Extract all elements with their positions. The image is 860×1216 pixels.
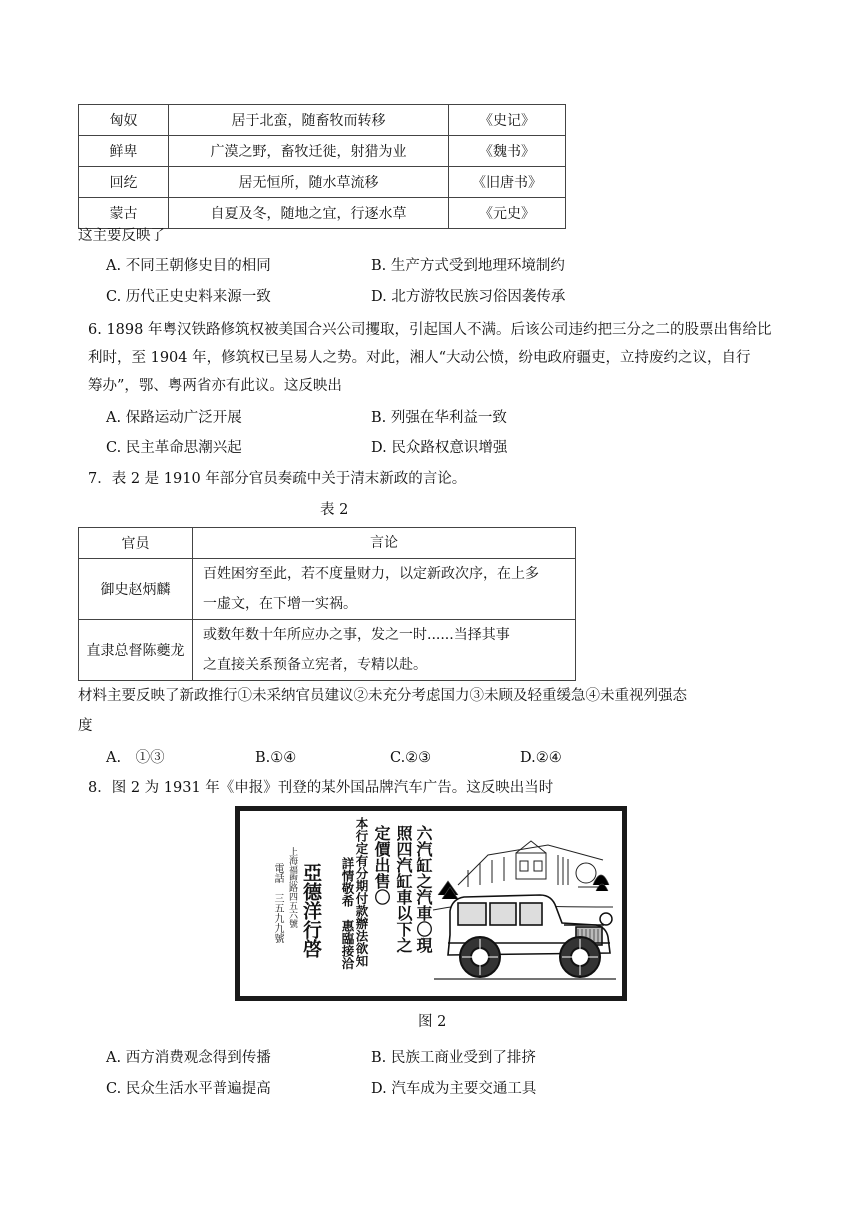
remark-line: 或数年数十年所应办之事，发之一时......当择其事 (203, 627, 510, 643)
q6-stem-line2: 利时，至 1904 年，修筑权已呈易人之势。对此，湘人“大动公愤，纷电政府疆吏，立持废约之议，自行 (88, 350, 751, 366)
table-row (79, 198, 566, 229)
table-row (79, 136, 566, 167)
table-header-row (79, 528, 576, 559)
q7-option-c: C.②③ (390, 750, 432, 766)
table-cell: 直隶总督陈夔龙 (79, 620, 193, 681)
vintage-car-illustration (428, 815, 620, 995)
q5-option-d: D. 北方游牧民族习俗因袭传承 (371, 289, 566, 305)
table-row (79, 620, 576, 681)
q7-option-d: D.②④ (520, 750, 562, 766)
table-cell: 《旧唐书》 (449, 167, 566, 198)
table-row (79, 167, 566, 198)
q8-stem: 8．图 2 为 1931 年《申报》刊登的某外国品牌汽车广告。这反映出当时 (88, 780, 554, 796)
q6-option-d: D. 民众路权意识增强 (371, 440, 508, 456)
remark-line: 之直接关系预备立宪者，专精以赴。 (203, 657, 427, 673)
q8-option-a: A. 西方消费观念得到传播 (106, 1050, 271, 1066)
table-cell: 回纥 (79, 167, 169, 198)
table-cell: 居于北蛮，随畜牧而转移 (169, 105, 449, 136)
q6-stem-line3: 筹办”，鄂、粤两省亦有此议。这反映出 (88, 378, 342, 394)
table-cell: 自夏及冬，随地之宜，行逐水草 (169, 198, 449, 229)
table-row (79, 559, 576, 620)
q7-option-b: B.①④ (255, 750, 297, 766)
q7-material-line1: 材料主要反映了新政推行①未采纳官员建议②未充分考虑国力③未顾及轻重缓急④未重视列强态 (78, 688, 687, 704)
ad-address: 上海福煦路四五六號 (287, 847, 297, 928)
table2-caption: 表 2 (320, 502, 349, 518)
table-cell: 蒙古 (79, 198, 169, 229)
q5-option-a: A. 不同王朝修史目的相同 (106, 258, 271, 274)
q5-option-c: C. 历代正史史料来源一致 (106, 289, 271, 305)
officials-remarks-table (78, 527, 576, 681)
q7-option-a: A. ①③ (106, 750, 165, 766)
remark-line: 一虚文，在下增一实祸。 (203, 596, 357, 612)
ad-phone: 電話 三五九九號 (272, 863, 283, 943)
nomad-records-table (78, 104, 566, 229)
table-cell: 居无恒所，随水草流移 (169, 167, 449, 198)
q6-option-c: C. 民主革命思潮兴起 (106, 440, 242, 456)
ad-col2: 照四汽缸車以下之 (394, 825, 413, 953)
q8-option-d: D. 汽车成为主要交通工具 (371, 1081, 537, 1097)
q8-option-b: B. 民族工商业受到了排挤 (371, 1050, 536, 1066)
q5-stem: 这主要反映了 (78, 228, 165, 244)
table-cell: 《元史》 (449, 198, 566, 229)
ad-company: 亞德洋行啓 (300, 863, 322, 958)
table-header: 官员 (79, 528, 193, 559)
q7-stem: 7．表 2 是 1910 年部分官员奏疏中关于清末新政的言论。 (88, 471, 467, 487)
table-cell: 《史记》 (449, 105, 566, 136)
table-cell (193, 559, 576, 620)
q6-option-b: B. 列强在华利益一致 (371, 410, 507, 426)
figure2-caption: 图 2 (418, 1014, 447, 1030)
table-cell: 《魏书》 (449, 136, 566, 167)
table-row (79, 105, 566, 136)
ad-col3: 定價出售〇 (372, 825, 391, 905)
ad-col1: 六汽缸之汽車〇現 (414, 825, 433, 953)
table-cell (193, 620, 576, 681)
table-cell: 鲜卑 (79, 136, 169, 167)
table-header: 言论 (193, 528, 576, 559)
car-advertisement-figure (235, 806, 627, 1001)
q7-material-line2: 度 (78, 718, 93, 734)
q6-stem-line1: 6. 1898 年粤汉铁路修筑权被美国合兴公司攫取，引起国人不满。后该公司违约把三分之二的股票出售给比 (88, 322, 772, 338)
ad-col4: 本行定有分期付款辦法欲知 (354, 817, 369, 967)
q5-option-b: B. 生产方式受到地理环境制约 (371, 258, 565, 274)
table-cell: 御史赵炳麟 (79, 559, 193, 620)
table-cell: 广漠之野，畜牧迁徙，射猎为业 (169, 136, 449, 167)
q8-option-c: C. 民众生活水平普遍提高 (106, 1081, 271, 1097)
table-cell: 匈奴 (79, 105, 169, 136)
q6-option-a: A. 保路运动广泛开展 (106, 410, 242, 426)
ad-col5: 詳情敬希 惠臨接洽 (340, 857, 355, 970)
remark-line: 百姓困穷至此，若不度量财力，以定新政次序，在上多 (203, 566, 539, 582)
